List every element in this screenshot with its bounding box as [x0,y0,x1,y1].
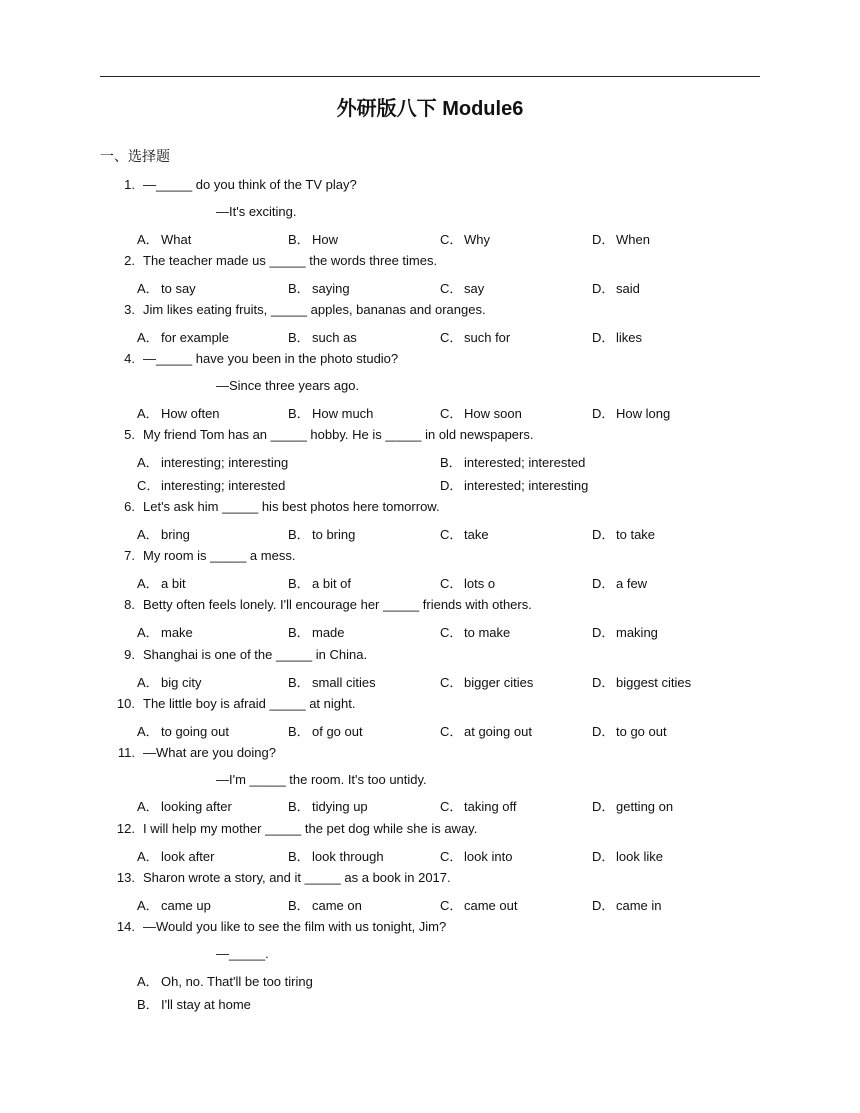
option-text: saying [312,281,350,296]
question-text: My friend Tom has an _____ hobby. He is _____ in old newspapers. [143,427,534,442]
option-b[interactable] [288,672,376,691]
question-text: Let's ask him _____ his best photos here tomorrow. [143,499,440,514]
option-d[interactable] [592,895,662,914]
option-b[interactable] [288,327,357,346]
option-text: to make [464,625,511,640]
option-text: looking after [161,799,232,814]
dialogue-response: —_____. [216,946,269,961]
option-letter: A． [137,330,159,345]
option-letter: B． [288,849,310,864]
option-d[interactable] [592,403,670,422]
option-letter: A． [137,281,159,296]
question-text: The teacher made us _____ the words three times. [143,253,438,268]
option-d[interactable] [592,278,640,297]
option-b[interactable] [137,994,251,1013]
option-text: biggest cities [616,675,692,690]
question-number: 3. [124,302,135,317]
option-letter: C． [440,898,463,913]
question-text: Jim likes eating fruits, _____ apples, bananas and oranges. [143,302,486,317]
option-c[interactable] [440,327,510,346]
question-number: 6. [124,499,135,514]
option-d[interactable] [592,524,655,543]
question-text: Shanghai is one of the _____ in China. [143,647,368,662]
option-text: making [616,625,658,640]
option-a[interactable] [137,524,190,543]
option-letter: C． [440,849,463,864]
option-c[interactable] [440,573,495,592]
option-letter: C． [440,281,463,296]
option-letter: B． [288,281,310,296]
option-text: How [312,232,339,247]
option-text: Why [464,232,490,247]
option-d[interactable] [592,573,647,592]
option-a[interactable] [137,721,229,740]
option-text: look after [161,849,215,864]
question-number: 7. [124,548,135,563]
question-text: I will help my mother _____ the pet dog while she is away. [143,821,478,836]
option-letter: D． [592,675,615,690]
option-text: to say [161,281,196,296]
option-letter: C． [440,576,463,591]
option-letter: B． [288,330,310,345]
option-b[interactable] [288,573,351,592]
option-b[interactable] [288,895,362,914]
option-text: When [616,232,650,247]
option-letter: B． [440,455,462,470]
option-a[interactable] [137,672,201,691]
option-letter: A． [137,576,159,591]
question-number: 4. [124,351,135,366]
option-letter: C． [440,330,463,345]
option-text: to bring [312,527,356,542]
option-letter: C． [440,527,463,542]
option-letter: A． [137,974,159,989]
option-d[interactable] [592,672,691,691]
question-number: 12. [116,821,135,836]
option-letter: C． [137,478,160,493]
option-letter: B． [288,675,310,690]
option-letter: A． [137,527,159,542]
option-letter: B． [288,232,310,247]
option-a[interactable] [137,846,214,865]
option-text: interested; interesting [464,478,589,493]
question-text: —Would you like to see the film with us tonight, Jim? [143,919,447,934]
question-text: Sharon wrote a story, and it _____ as a book in 2017. [143,870,451,885]
option-letter: D． [592,576,615,591]
option-text: made [312,625,345,640]
option-letter: A． [137,849,159,864]
option-text: of go out [312,724,363,739]
option-c[interactable] [440,672,533,691]
option-letter: A． [137,232,159,247]
option-c[interactable] [440,229,490,248]
question-text: My room is _____ a mess. [143,548,296,563]
question-number: 9. [124,647,135,662]
question-number: 11. [117,745,135,760]
option-letter: C． [440,625,463,640]
option-a[interactable] [137,327,229,346]
option-text: interested; interested [464,455,586,470]
option-letter: B． [288,724,310,739]
option-a[interactable] [137,452,288,471]
option-letter: D． [592,232,615,247]
option-b[interactable] [288,846,384,865]
option-letter: B． [288,527,310,542]
option-a[interactable] [137,971,313,990]
option-c[interactable] [137,475,285,494]
option-d[interactable] [592,622,658,641]
question-number: 2. [124,253,135,268]
option-d[interactable] [440,475,588,494]
option-text: How much [312,406,374,421]
option-text: likes [616,330,643,345]
option-text: small cities [312,675,376,690]
option-letter: B． [288,799,310,814]
option-letter: D． [592,799,615,814]
section-heading: 一、选择题 [100,148,170,164]
option-b[interactable] [288,524,355,543]
option-letter: A． [137,625,159,640]
dialogue-response: —I'm _____ the room. It's too untidy. [216,772,427,787]
option-letter: C． [440,406,463,421]
header-rule [100,76,760,77]
option-letter: D． [592,898,615,913]
option-text: lots o [464,576,496,591]
option-text: look into [464,849,513,864]
dialogue-response: —Since three years ago. [216,378,360,393]
question-number: 14. [116,919,135,934]
option-b[interactable] [288,622,345,641]
option-b[interactable] [288,229,338,248]
option-letter: D． [592,330,615,345]
option-a[interactable] [137,796,232,815]
option-letter: D． [592,281,615,296]
option-text: taking off [464,799,517,814]
option-letter: A． [137,406,159,421]
option-text: came on [312,898,362,913]
option-b[interactable] [288,796,368,815]
option-text: interesting; interesting [161,455,289,470]
option-text: look through [312,849,384,864]
option-text: interesting; interested [161,478,286,493]
option-text: to going out [161,724,229,739]
question-text: —_____ have you been in the photo studio? [143,351,399,366]
option-letter: A． [137,724,159,739]
option-letter: D． [440,478,463,493]
option-c[interactable] [440,721,532,740]
option-letter: C． [440,799,463,814]
option-c[interactable] [440,622,510,641]
option-text: to go out [616,724,667,739]
option-letter: D． [592,406,615,421]
question-number: 13. [116,870,135,885]
option-c[interactable] [440,278,484,297]
option-a[interactable] [137,229,191,248]
option-c[interactable] [440,796,517,815]
option-letter: B． [288,625,310,640]
option-letter: A． [137,898,159,913]
option-text: What [161,232,192,247]
option-text: a few [616,576,648,591]
option-letter: A． [137,675,159,690]
option-text: said [616,281,640,296]
option-letter: B． [288,576,310,591]
question-text: —_____ do you think of the TV play? [143,177,357,192]
option-text: a bit of [312,576,352,591]
question-text: The little boy is afraid _____ at night. [143,696,356,711]
option-c[interactable] [440,403,522,422]
option-text: at going out [464,724,532,739]
option-text: look like [616,849,663,864]
page-title: 外研版八下 Module6 [336,98,524,120]
option-letter: D． [592,527,615,542]
option-text: bigger cities [464,675,534,690]
option-text: Oh, no. That'll be too tiring [161,974,313,989]
option-letter: D． [592,724,615,739]
option-text: bring [161,527,190,542]
option-text: came in [616,898,662,913]
option-d[interactable] [592,796,673,815]
option-letter: C． [440,724,463,739]
question-number: 8. [124,597,135,612]
dialogue-response: —It's exciting. [216,204,297,219]
option-text: take [464,527,489,542]
option-text: make [161,625,193,640]
option-text: I'll stay at home [161,997,251,1012]
option-text: for example [161,330,229,345]
question-text: Betty often feels lonely. I'll encourage her _____ friends with others. [143,597,532,612]
option-a[interactable] [137,622,193,641]
option-a[interactable] [137,573,186,592]
option-text: getting on [616,799,674,814]
option-text: How often [161,406,220,421]
option-d[interactable] [592,846,663,865]
option-text: tidying up [312,799,368,814]
option-text: came out [464,898,518,913]
option-a[interactable] [137,278,196,297]
question-text: —What are you doing? [143,745,276,760]
option-c[interactable] [440,846,512,865]
option-letter: D． [592,625,615,640]
option-b[interactable] [440,452,585,471]
option-letter: C． [440,232,463,247]
option-d[interactable] [592,229,650,248]
option-a[interactable] [137,403,220,422]
option-text: came up [161,898,211,913]
option-letter: B． [137,997,159,1012]
option-letter: D． [592,849,615,864]
question-number: 10. [116,696,135,711]
option-b[interactable] [288,721,363,740]
option-text: How long [616,406,671,421]
option-text: say [464,281,485,296]
option-text: How soon [464,406,522,421]
option-c[interactable] [440,895,517,914]
option-text: such as [312,330,357,345]
question-number: 1. [124,177,135,192]
option-letter: A． [137,799,159,814]
option-text: big city [161,675,202,690]
option-letter: A． [137,455,159,470]
option-c[interactable] [440,524,489,543]
option-text: a bit [161,576,186,591]
option-b[interactable] [288,278,350,297]
option-b[interactable] [288,403,373,422]
option-a[interactable] [137,895,211,914]
option-letter: C． [440,675,463,690]
option-letter: B． [288,406,310,421]
option-text: to take [616,527,656,542]
option-d[interactable] [592,327,642,346]
option-letter: B． [288,898,310,913]
option-text: such for [464,330,511,345]
option-d[interactable] [592,721,667,740]
question-number: 5. [124,427,135,442]
